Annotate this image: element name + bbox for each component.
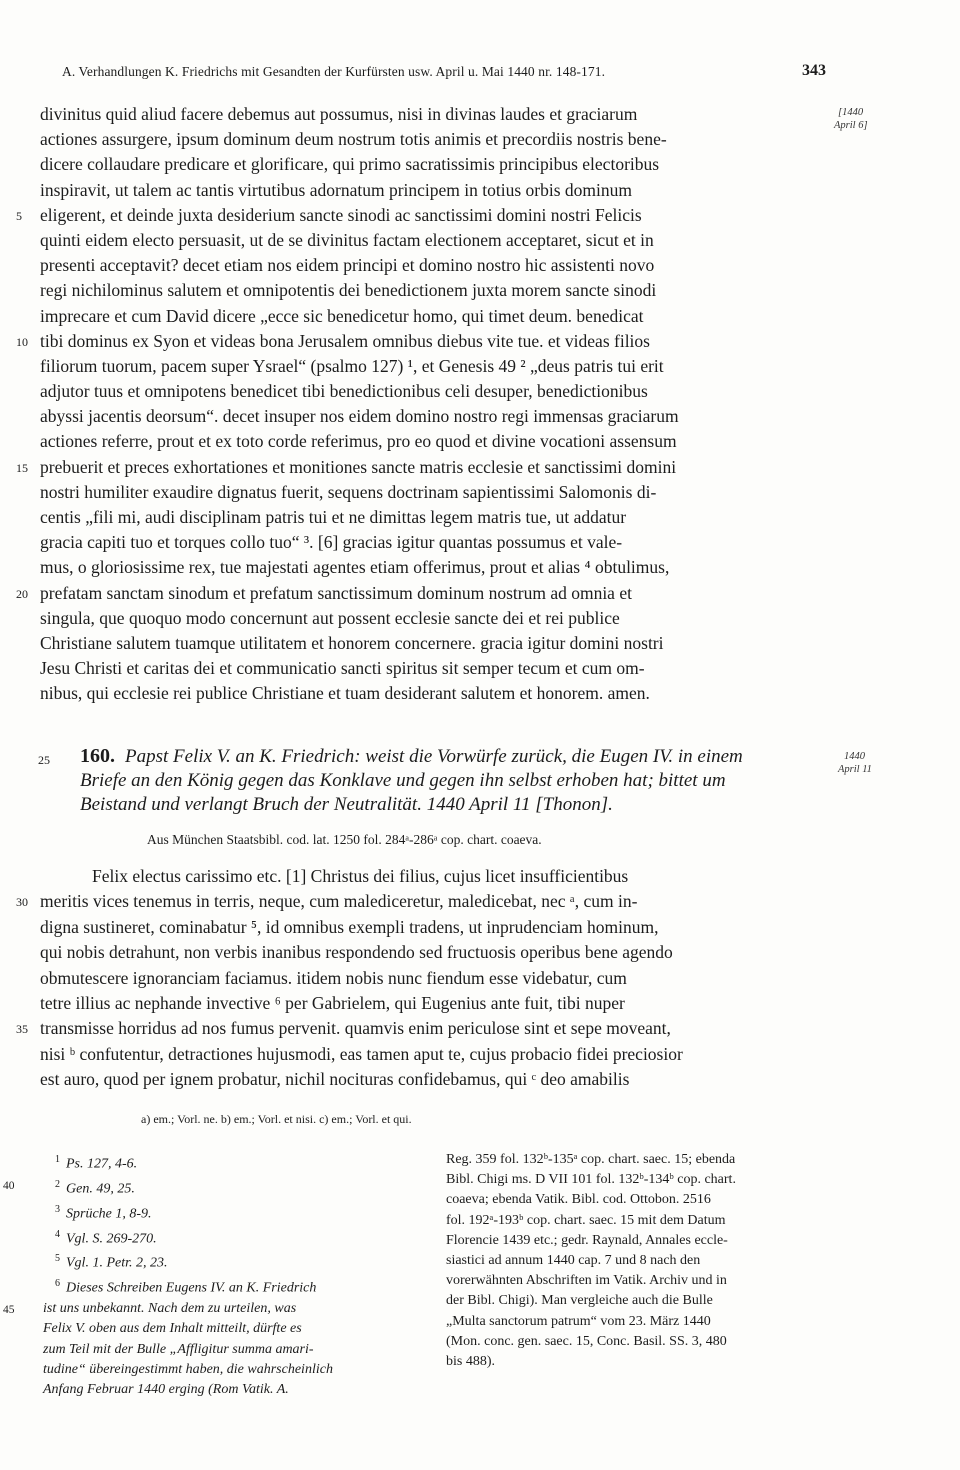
footnote-text: Felix V. oben aus dem Inhalt mitteilt, dürfte es [43,1321,302,1337]
text-line [16,455,830,480]
footnote-text: Ps. 127, 4-6. [66,1156,138,1172]
text-line [40,966,830,991]
page-number: 343 [802,62,826,79]
heading-line [38,744,830,769]
line-text: filiorum tuorum, pacem super Ysrael“ (psalmo 127) ¹, et Genesis 49 ² „deus patris tui erit [40,355,664,376]
body-text [16,102,830,707]
text-line [16,581,830,606]
margin-note-line: 1440 [844,751,865,762]
footnote-line [43,1380,423,1400]
line-number: 45 [3,1304,15,1317]
line-text: quinti eidem electo persuasit, ut de se divinitus factam electionem acceptaret, sicut et in [40,229,654,250]
footnote-line: fol. 192ᵃ-193ᵇ cop. chart. saec. 15 mit dem Datum [446,1212,726,1228]
line-text: Christiane salutem tuamque utilitatem et honorem concernere. gracia igitur domini nostri [40,632,664,653]
footnote-line [3,1175,423,1200]
margin-note-line: [1440 [838,107,864,118]
footnote-marker: 5 [55,1253,60,1265]
line-text: transmisse horridus ad nos fumus pervenit. quamvis enim periculose sint et sepe moveant, [40,1018,671,1039]
footnote-line: der Bibl. Chigi). Man vergleiche auch die Bulle [446,1293,713,1309]
heading-line: Briefe an den König gegen das Konklave und gegen ihn selbst erhoben hat; bittet um [80,770,726,791]
footnote-text: Sprüche 1, 8-9. [66,1206,152,1222]
document-heading [38,744,830,817]
footnote-text: zum Teil mit der Bulle „Affligitur summa amari- [43,1341,314,1357]
text-line [40,1042,830,1067]
text-line [40,631,830,656]
footnote-line [43,1249,423,1274]
footnote-line: (Mon. conc. gen. saec. 15, Conc. Basil. SS. 3, 480 [446,1333,727,1349]
footnote-text: Dieses Schreiben Eugens IV. an K. Friedrich [66,1280,317,1296]
footnote-line [43,1225,423,1250]
footnote-text: Gen. 49, 25. [66,1181,135,1197]
text-line [40,915,830,940]
footnote-line: siastici ad annum 1440 cap. 7 und 8 nach den [446,1253,701,1269]
line-text: eligerent, et deinde juxta desiderium sancte sinodi ac sanctissimi domini nostri Felicis [40,204,642,225]
line-number: 5 [16,208,22,223]
footnote-marker: 4 [55,1228,60,1240]
footnote-line [43,1274,423,1299]
line-text: regi nichilominus salutem et omnipotentis dei benedictionem juxta morem sancte sinodi [40,280,657,301]
text-line [40,178,830,203]
line-text: est auro, quod per ignem probatur, nichil nocituras confidebamus, qui ᶜ deo amabilis [40,1069,630,1090]
text-line [16,203,830,228]
line-text: actiones assurgere, ipsum dominum deum nostrum totis animis et precordiis nostris bene- [40,129,667,150]
text-line [40,127,830,152]
text-line [40,152,830,177]
line-number: 15 [16,460,28,475]
footnote-line: Florencie 1439 etc.; gedr. Raynald, Annales eccle- [446,1232,728,1248]
line-number: 40 [3,1179,15,1192]
footnote-line: „Multa sanctorum patrum“ vom 23. März 1440 [446,1313,711,1329]
footnote-line [43,1150,423,1175]
heading-text: Papst Felix V. an K. Friedrich: weist die Vorwürfe zurück, die Eugen IV. in einem [125,746,743,767]
text-line [40,354,830,379]
line-text: nisi ᵇ confutentur, detractiones hujusmodi, eas tamen aput te, cujus probacio fidei preciosior [40,1043,683,1064]
line-text: nibus, qui ecclesie rei publice Christiane et tuam desiderant salutem et honorem. amen. [40,683,650,704]
text-line [40,656,830,681]
text-line [40,404,830,429]
footnote-text: tudine“ übereingestimmt haben, die wahrscheinlich [43,1361,333,1377]
footnote-text: Vgl. S. 269-270. [66,1231,157,1247]
line-number: 10 [16,334,28,349]
text-line [40,991,830,1016]
line-text: imprecare et cum David dicere „ecce sic benedicetur homo, qui timet deum. benedicat [40,305,644,326]
line-text: inspiravit, ut talem ac tantis virtutibus adornatum principem in totius orbis dominum [40,179,633,200]
line-text: prefatam sanctam sinodum et prefatum sanctissimum dominum nostrum ad omnia et [40,582,632,603]
line-text: nostri humiliter exaudire dignatus fuerit, sequens doctrinam sapientissimi Salomonis di- [40,481,657,502]
margin-note-line: April 6] [834,120,868,131]
line-text: obmutescere ignoranciam faciamus. itidem nobis nunc fiendum esse videbatur, cum [40,967,627,988]
text-line [40,505,830,530]
letter-text [16,864,830,1093]
line-text: Jesu Christi et caritas dei et communicatio sancti spiritus sit semper tecum et cum om- [40,658,645,679]
text-line [40,379,830,404]
line-text: digna sustineret, cominabatur ⁵, id omnibus exempli tradens, ut inprudenciam hominum, [40,916,659,937]
text-line [40,429,830,454]
footnote-marker: 2 [55,1178,60,1190]
footnote-text: ist uns unbekannt. Nach dem zu urteilen, was [43,1301,297,1317]
footnote-marker: 3 [55,1203,60,1215]
line-number: 35 [16,1022,28,1037]
line-text: adjutor tuus et omnipotens benedicet tibi benedictionibus celi desuper, benedictionibus [40,381,648,402]
footnote-text: Vgl. 1. Petr. 2, 23. [66,1256,168,1272]
line-text: centis „fili mi, audi disciplinam patris tui et ne dimittas legem matris tue, ut addatur [40,507,627,527]
footnote-line: Bibl. Chigi ms. D VII 101 fol. 132ᵇ-134ᵇ cop. chart. [446,1172,736,1188]
footnote-line [43,1360,423,1380]
text-line [40,555,830,580]
text-line [16,329,830,354]
line-text: singula, que quoquo modo concernunt aut possent ecclesie sancte dei et rei publice [40,607,620,628]
text-line [40,681,830,706]
line-text: divinitus quid aliud facere debemus aut possumus, nisi in divinas laudes et graciarum [40,104,638,124]
line-text: prebuerit et preces exhortationes et monitiones sancte matris ecclesie et sanctissimi domini [40,456,677,477]
text-line [40,480,830,505]
text-line [40,940,830,965]
footnote-line [43,1200,423,1225]
line-text: gracia capiti tuo et torques collo tuo“ ³. [6] gracias igitur quantas possumus et vale- [40,532,623,553]
line-text: tibi dominus ex Syon et videas bona Jerusalem omnibus diebus vite tue. et videas filios [40,330,650,351]
variant-notes: a) em.; Vorl. ne. b) em.; Vorl. et nisi. c) em.; Vorl. et qui. [141,1112,412,1126]
line-text: Felix electus carissimo etc. [1] Christus dei filius, cujus licet insufficientibus [92,866,629,886]
line-text: qui nobis detrahunt, non verbis inanibus respondendo sed fructuosis operibus bene agendo [40,942,673,963]
footnote-marker: 1 [55,1154,60,1165]
footnote-line: Reg. 359 fol. 132ᵇ-135ᵃ cop. chart. saec. 15; ebenda [446,1152,736,1167]
text-line [40,1067,830,1092]
line-text: meritis vices tenemus in terris, neque, cum malediceretur, maledicebat, nec ᵃ, cum in- [40,891,638,912]
line-number: 20 [16,586,28,601]
line-text: mus, o gloriosissime rex, tue majestati agentes etiam offerimus, prout et alias ⁴ obtulimus, [40,557,670,578]
text-line [16,1016,830,1041]
text-line [40,253,830,278]
text-line [40,530,830,555]
line-text: presenti acceptavit? decet etiam nos eidem principi et domino nostro hic assistenti novo [40,255,655,276]
line-text: tetre illius ac nephande invective ⁶ per Gabrielem, qui Eugenius ante fuit, tibi nuper [40,992,625,1013]
text-line [40,228,830,253]
line-text: dicere collaudare predicare et glorificare, qui primo sacratissimis principibus electoribus [40,154,660,175]
text-line [40,864,830,889]
footnotes-right [446,1150,832,1372]
margin-note-date-doc [838,750,872,776]
footnote-text: Anfang Februar 1440 erging (Rom Vatik. A. [43,1381,289,1397]
running-header: A. Verhandlungen K. Friedrichs mit Gesandten der Kurfürsten usw. April u. Mai 1440 nr. 148-171. [62,64,606,79]
line-text: abyssi jacentis deorsum“. decet insuper nos eidem domino nostro regi immensas graciarum [40,406,679,427]
footnote-line [43,1340,423,1360]
footnote-marker: 6 [55,1278,60,1290]
source-note: Aus München Staatsbibl. cod. lat. 1250 fol. 284ᵃ-286ᵃ cop. chart. coaeva. [147,832,542,847]
margin-note-line: April 11 [838,764,872,775]
text-line [16,889,830,914]
margin-note-date-top [834,106,868,132]
line-text: actiones referre, prout et ex toto corde referimus, pro eo quod et divine vocationi assensum [40,431,677,452]
document-number: 160. [80,745,115,767]
heading-line: Beistand und verlangt Bruch der Neutralität. 1440 April 11 [Thonon]. [80,794,613,815]
footnote-line [3,1299,423,1319]
footnotes-left [3,1150,423,1400]
text-line [40,304,830,329]
text-line [40,102,830,127]
footnote-line: bis 488). [446,1354,495,1370]
line-number: 30 [16,895,28,910]
line-number: 25 [38,753,50,767]
text-line [40,606,830,631]
footnote-line [43,1319,423,1339]
footnote-line: coaeva; ebenda Vatik. Bibl. cod. Ottobon. 2516 [446,1192,711,1208]
footnote-line: vorerwähnten Abschriften im Vatik. Archiv und in [446,1273,727,1289]
text-line [40,278,830,303]
